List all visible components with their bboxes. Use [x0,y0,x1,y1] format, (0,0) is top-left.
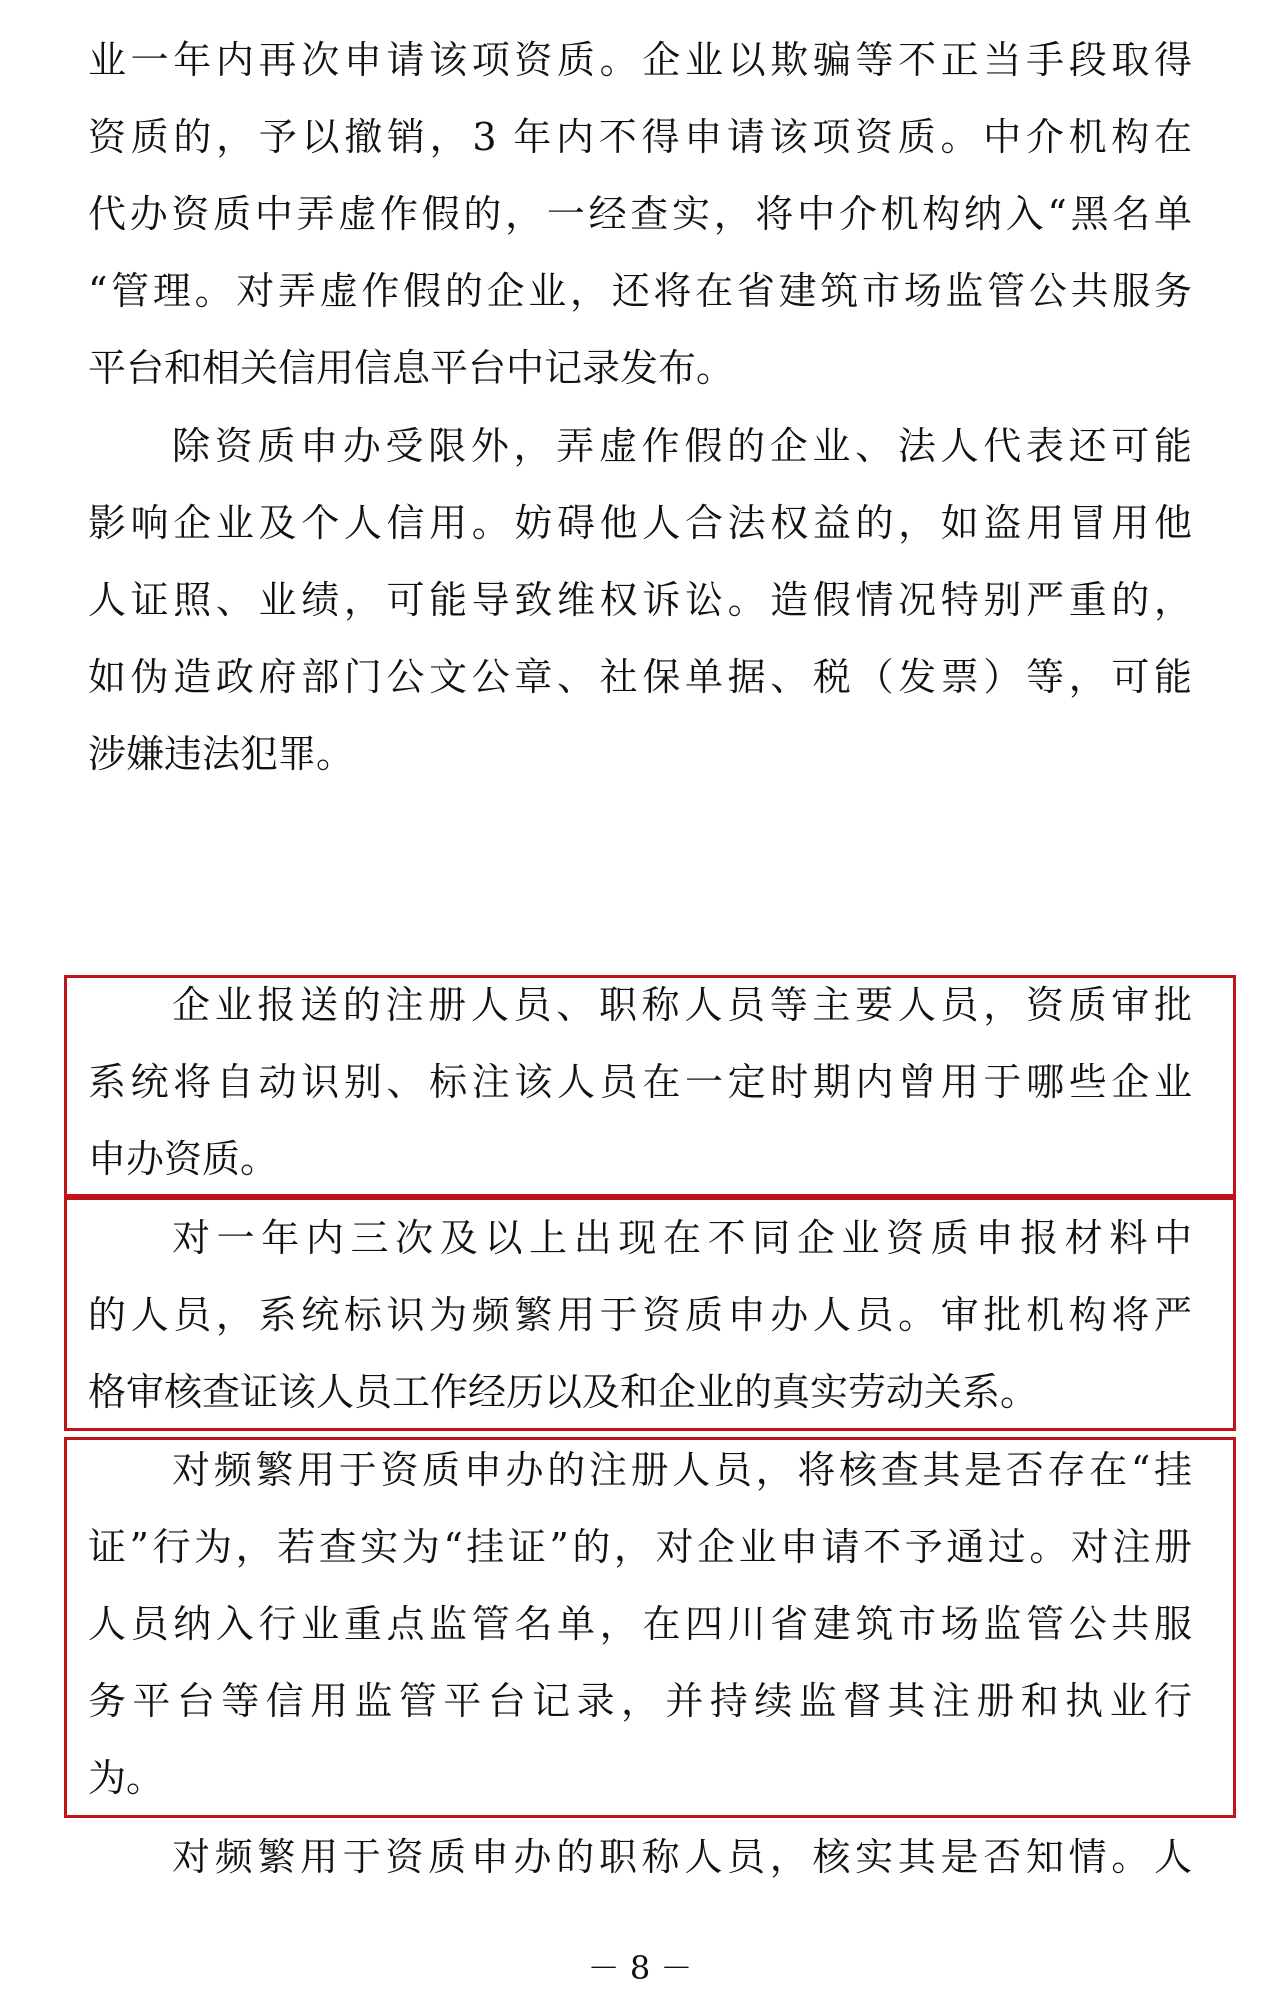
paragraph-line: 申办资质。 [88,1137,279,1181]
paragraph-line: 除资质申办受限外，弄虚作假的企业、法人代表还可能 [172,424,1192,468]
paragraph-line: 为。 [88,1756,165,1800]
paragraph-line: 务平台等信用监管平台记录，并持续监督其注册和执业行 [88,1679,1192,1723]
section-heading [88,890,1192,950]
paragraph-line: 对一年内三次及以上出现在不同企业资质申报材料中 [172,1216,1192,1260]
paragraph-line: 业一年内再次申请该项资质。企业以欺骗等不正当手段取得 [88,38,1192,82]
paragraph-line: “管理。对弄虚作假的企业，还将在省建筑市场监管公共服务 [88,269,1192,313]
paragraph-line: 人员纳入行业重点监管名单，在四川省建筑市场监管公共服 [88,1602,1192,1646]
paragraph-line: 资质的，予以撤销，3 年内不得申请该项资质。中介机构在 [88,115,1192,159]
paragraph-line: 涉嫌违法犯罪。 [88,732,355,776]
page-number: － 8 － [587,1949,693,1987]
paragraph-line: 平台和相关信用信息平台中记录发布。 [88,346,735,390]
paragraph-line: 证”行为，若查实为“挂证”的，对企业申请不予通过。对注册 [88,1525,1192,1569]
paragraph-line: 代办资质中弄虚作假的，一经查实，将中介机构纳入“黑名单 [88,192,1192,236]
paragraph-line: 的人员，系统标识为频繁用于资质申办人员。审批机构将严 [88,1293,1192,1337]
paragraph-line: 系统将自动识别、标注该人员在一定时期内曾用于哪些企业 [88,1060,1192,1104]
paragraph-line: 人证照、业绩，可能导致维权诉讼。造假情况特别严重的， [88,578,1192,622]
paragraph-line: 对频繁用于资质申办的注册人员，将核查其是否存在“挂 [172,1448,1192,1492]
paragraph-line: 如伪造政府部门公文公章、社保单据、税（发票）等，可能 [88,655,1192,699]
paragraph-line: 企业报送的注册人员、职称人员等主要人员，资质审批 [172,983,1192,1027]
paragraph-line: 影响企业及个人信用。妨碍他人合法权益的，如盗用冒用他 [88,501,1192,545]
paragraph-line: 对频繁用于资质申办的职称人员，核实其是否知情。人 [172,1835,1192,1879]
paragraph-line: 格审核查证该人员工作经历以及和企业的真实劳动关系。 [88,1370,1039,1414]
section-heading [172,810,1192,870]
